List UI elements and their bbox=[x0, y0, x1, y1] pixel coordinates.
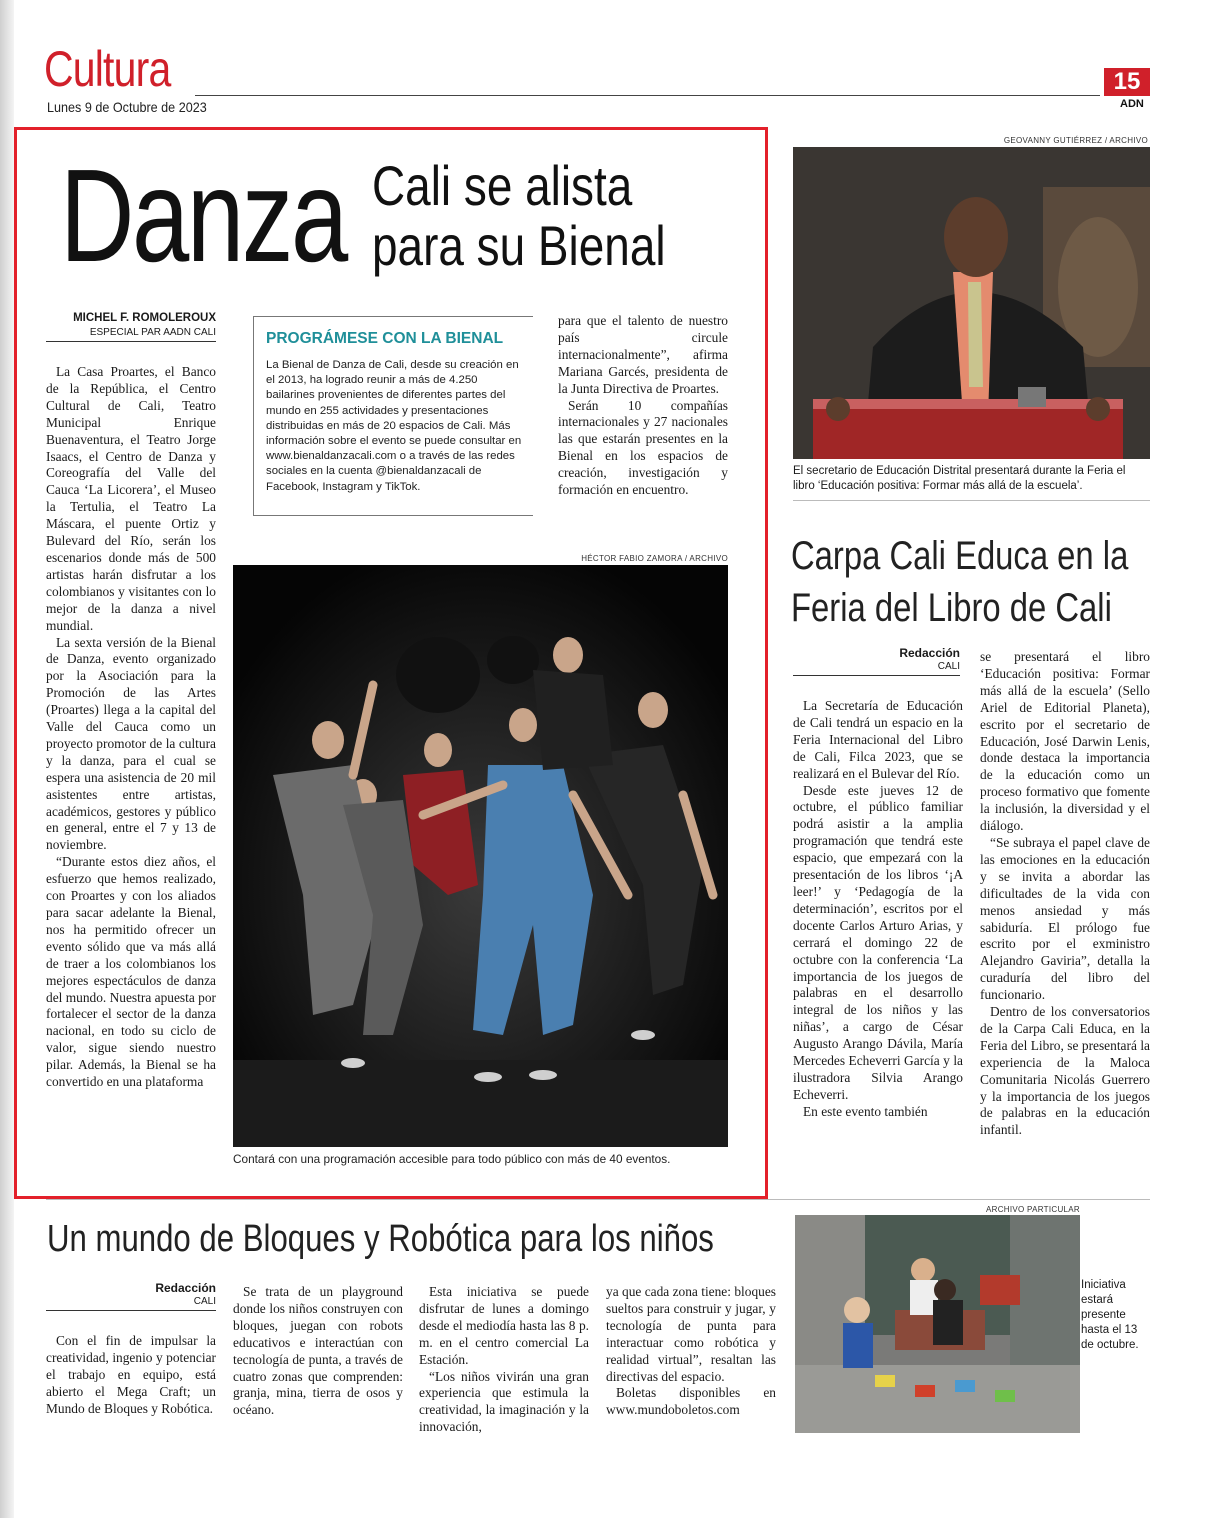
byline-author: MICHEL F. ROMOLEROUX bbox=[73, 312, 216, 324]
byline-author: Redacción bbox=[155, 1281, 216, 1295]
body-paragraph: La Casa Proartes, el Banco de la República, el Centro Cultural de Cali, Teatro Municipal Enrique Buenaventura, el Teatro Jorge Isaacs, el Centro de Danza y Coreografía del Valle del Cauca ‘La Licorera’, el Museo la Tertulia, el Teatro La Máscara, el puente Ortiz y Bulevard del Río, serán los escenarios donde más de 500 artistas harán disfrutar a los colombianos y visitantes con lo mejor de la danza a nivel mundial. bbox=[46, 364, 216, 633]
photo-caption: Contará con una programación accesible para todo público con más de 40 eventos. bbox=[233, 1152, 671, 1166]
adn-logo: ADN bbox=[1120, 98, 1144, 110]
dance-photo bbox=[233, 565, 728, 1147]
body-paragraph: “Durante estos diez años, el esfuerzo que hemos realizado, con Proartes y con los aliados para sacar adelante la Bienal, nos ha permitido ofrecer un evento sólido que va más allá de traer a los colombianos los mejores espectáculos de danza del mundo. Nuestra apuesta por fortalecer el sector de la danza nacional, en todo su ciclo de valor, sigue siendo nuestro pilar. Además, la Bienal se ha convertido en una plataforma bbox=[46, 854, 216, 1090]
byline-rule bbox=[46, 1310, 216, 1311]
body-paragraph: “Se subraya el papel clave de las emociones en la educación y se invita a abordar las dificultades de la vida con menos ansiedad y más sabiduría. El prólogo fue escrito por el exministro Alejandro Gaviria”, detalla la curaduría del libro del funcionario. bbox=[980, 834, 1150, 1003]
page-edge-shadow bbox=[0, 0, 14, 1518]
right-body-column-1 bbox=[793, 698, 963, 1168]
body-paragraph: Se trata de un playground donde los niños construyen con bloques, juegan con robots educativos e interactúan con tecnología de punta, a través de cuatro zonas que comprenden: granja, mina, tierra de osos y océano. bbox=[233, 1284, 403, 1418]
speaker-illustration bbox=[793, 147, 1150, 459]
body-paragraph: La sexta versión de la Bienal de Danza, evento organizado por la Asociación para la Promoción de las Artes (Proartes) llega a la capital del Valle del Cauca como un proyecto promotor de la cultura y la danza, para el cual se espera una asistencia de 20 mil asistentes entre artistas, académicos, gestores y público en general, entre el 7 y 13 de noviembre. bbox=[46, 634, 216, 853]
body-paragraph: En este evento también bbox=[803, 1103, 928, 1119]
speaker-photo bbox=[793, 147, 1150, 459]
byline-city: CALI bbox=[193, 1296, 216, 1307]
story-kicker: Danza bbox=[60, 142, 346, 289]
divider bbox=[793, 500, 1150, 501]
body-paragraph: se presentará el libro ‘Educación positiva: Formar más allá de la escuela’ (Sello Ariel de Editorial Planeta), escrito por el secretario de Educación, José Darwin Lenis, donde destaca la importancia de la educación como un proceso formativo que fomente la inclusión, la diversidad y el diálogo. bbox=[980, 649, 1150, 834]
divider bbox=[46, 1199, 1150, 1200]
body-paragraph: La Secretaría de Educación de Cali tendrá un espacio en la Feria Internacional del Libro de Cali, Filca 2023, que se realizará en el Bulevar del Río. bbox=[793, 698, 963, 781]
body-paragraph: Boletas disponibles en www.mundoboletos.com bbox=[606, 1385, 776, 1418]
info-box-title: PROGRÁMESE CON LA BIENAL bbox=[266, 330, 504, 347]
headline-line-2: para su Bienal bbox=[372, 214, 666, 278]
photo-credit: GEOVANNY GUTIÉRREZ / ARCHIVO bbox=[1003, 136, 1148, 145]
byline-rule bbox=[46, 341, 216, 342]
bottom-body-column-2 bbox=[233, 1284, 403, 1419]
bottom-body-column-4 bbox=[606, 1284, 776, 1419]
info-box-text: La Bienal de Danza de Cali, desde su creación en el 2013, ha logrado reunir a más de 4.250 bailarines provenientes de diferentes partes del mundo en 255 actividades y presentaciones distribuidas en más de 20 espacios de Cali. Más información sobre el evento se puede consultar en www.bienaldanzacali.com o a través de las redes sociales en la cuenta @bienaldanzacali de Facebook, Instagram y TikTok. bbox=[266, 359, 522, 493]
byline-rule bbox=[793, 675, 960, 676]
photo-caption: Iniciativa estará presente hasta el 13 de octubre. bbox=[1081, 1279, 1139, 1351]
byline-role: ESPECIAL PAR AADN CALI bbox=[89, 327, 216, 338]
section-title: Cultura bbox=[44, 41, 171, 97]
byline-author: Redacción bbox=[899, 646, 960, 660]
story-headline bbox=[372, 156, 666, 277]
body-paragraph: ya que cada zona tiene: bloques sueltos para construir y jugar, y tecnología de punta para interactuar como robótica y realidad virtual”, resaltan las directivas del espacio. bbox=[606, 1284, 776, 1384]
photo-caption: El secretario de Educación Distrital presentará durante la Feria el libro ‘Educación positiva: Formar más allá de la escuela’. bbox=[793, 465, 1126, 492]
issue-date: Lunes 9 de Octubre de 2023 bbox=[47, 99, 207, 115]
headline-line-1: Cali se alista bbox=[372, 154, 633, 217]
playground-illustration bbox=[795, 1215, 1080, 1433]
lead-body-column-1 bbox=[46, 364, 216, 1170]
story-headline bbox=[791, 530, 1152, 634]
body-paragraph: Esta iniciativa se puede disfrutar de lunes a domingo desde el mediodía hasta las 8 p. m. en el centro comercial La Estación. bbox=[419, 1284, 589, 1367]
bottom-body-column-3 bbox=[419, 1284, 589, 1436]
lead-body-column-3 bbox=[558, 313, 728, 533]
body-paragraph: Desde este jueves 12 de octubre, el público familiar podrá asistir a la amplia programación que tendrá este espacio, que empezará con la presentación de los libros ‘¡A leer!’ y ‘Pedagogía de la determinación’, escritos por el docente Carlos Arturo Arias, y cerrará el domingo 22 de octubre con la conferencia ‘La importancia de los juegos de palabras en el desarrollo integral de los niños y las niñas’, a cargo de César Augusto Arango Dávila, María Mercedes Echeverri García y la ilustradora Silvia Arango Echeverri. bbox=[793, 782, 963, 1102]
body-paragraph: “Los niños vivirán una gran experiencia que estimula la creatividad, la imaginación y la innovación, bbox=[419, 1368, 589, 1435]
right-body-column-2 bbox=[980, 649, 1150, 1169]
bottom-body-column-1 bbox=[46, 1333, 216, 1418]
kids-playground-photo bbox=[795, 1215, 1080, 1433]
photo-credit: HÉCTOR FABIO ZAMORA / ARCHIVO bbox=[581, 554, 728, 563]
byline-city: CALI bbox=[937, 661, 960, 672]
body-paragraph: Dentro de los conversatorios de la Carpa Cali Educa, en la Feria del Libro, se presentará la experiencia de la Maloca Comunitaria Nicolás Guerrero y la importancia de los juegos de palabras en la educación infantil. bbox=[980, 1004, 1150, 1138]
masthead-rule bbox=[195, 95, 1100, 96]
headline-line-2: Feria del Libro de Cali bbox=[791, 586, 1112, 630]
photo-credit: ARCHIVO PARTICULAR bbox=[985, 1205, 1080, 1214]
headline-line-1: Carpa Cali Educa en la bbox=[791, 534, 1129, 578]
body-paragraph: Serán 10 compañías internacionales y 27 nacionales las que estarán presentes en la Bienal en los espacios de creación, investigación y formación en encuentro. bbox=[558, 397, 728, 498]
body-paragraph: Con el fin de impulsar la creatividad, ingenio y potenciar el trabajo en equipo, está abierto el Mega Craft; un Mundo de Bloques y Robótica. bbox=[46, 1333, 216, 1416]
story-headline: Un mundo de Bloques y Robótica para los niños bbox=[47, 1218, 714, 1260]
dancers-illustration bbox=[233, 565, 728, 1147]
page-number: 15 bbox=[1104, 68, 1150, 96]
body-paragraph: para que el talento de nuestro país circule internacionalmente”, afirma Mariana Garcés, presidenta de la Junta Directiva de Proartes. bbox=[558, 313, 728, 396]
